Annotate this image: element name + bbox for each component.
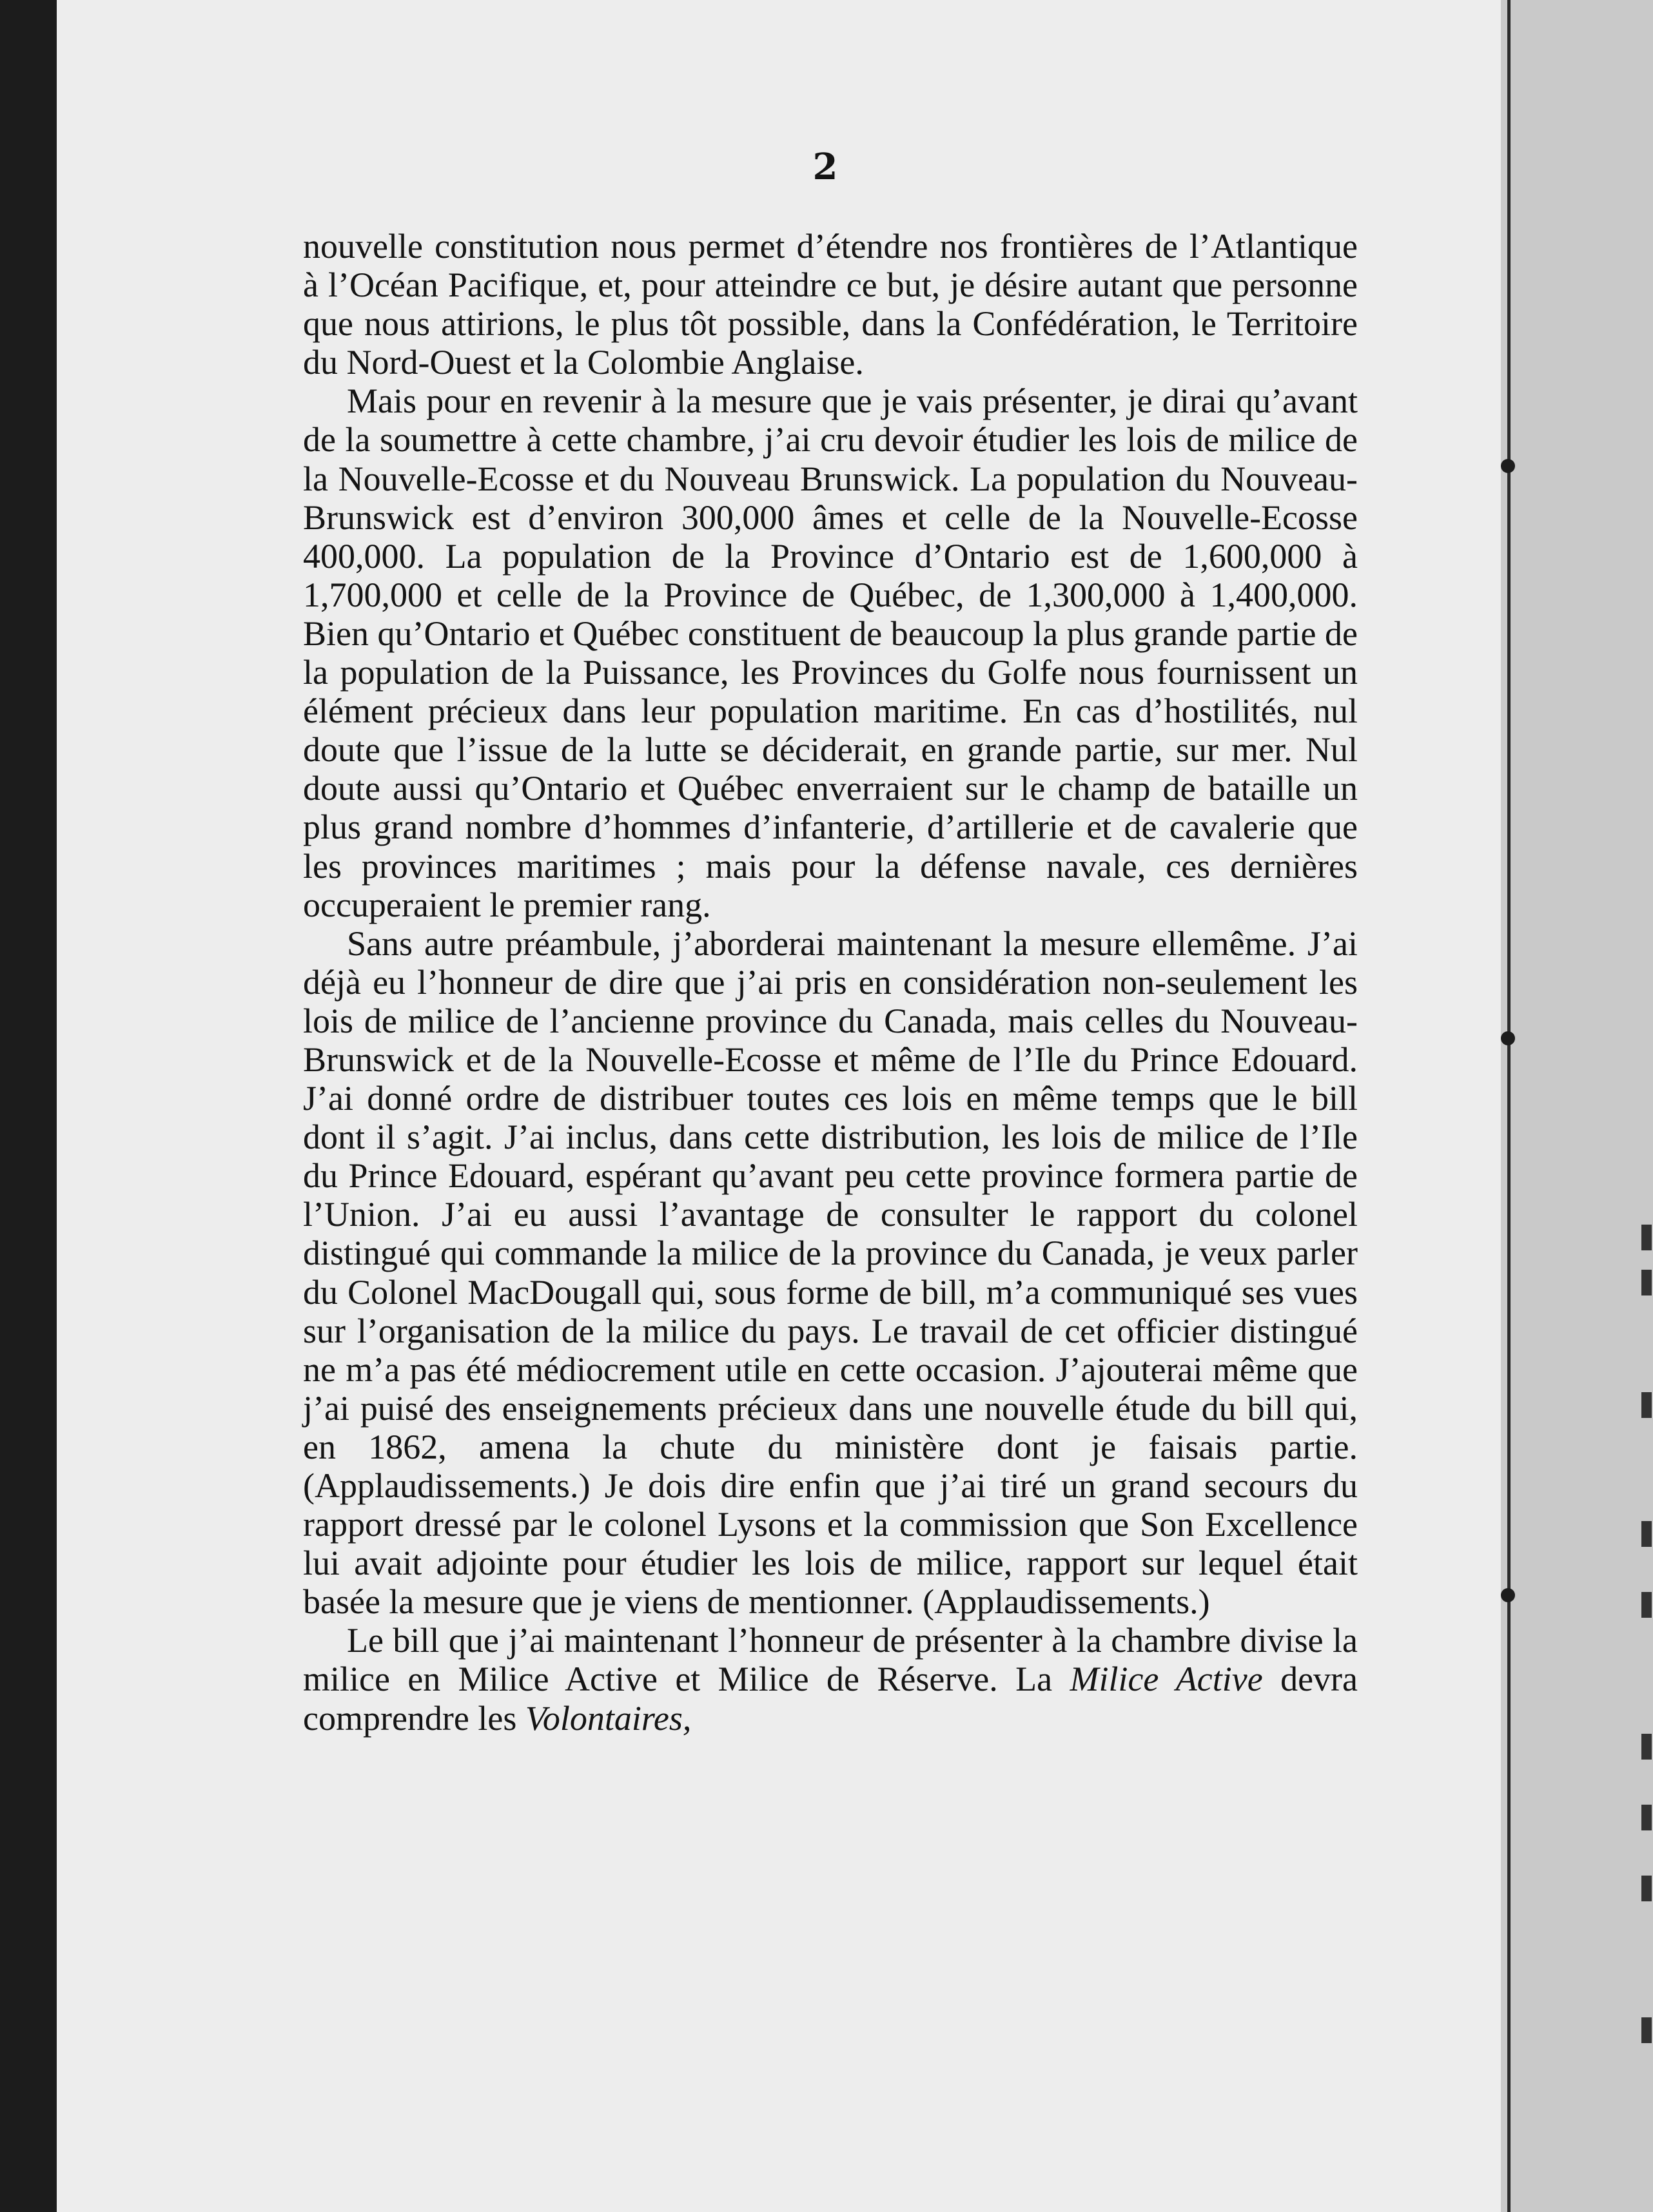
paragraph: Mais pour en revenir à la mesure que je vais présenter, je dirai qu’avant de la soumettre à cette chambre, j’ai cru devoir étudier les lois de milice de la Nouvelle-Ecosse et du Nouveau Brunswick. La population du Nouveau-Brunswick est d’environ 300,000 âmes et celle de la Nouvelle-Ecosse 400,000. La population de la Province d’Ontario est de 1,600,000 à 1,700,000 et celle de la Province de Québec, de 1,300,000 à 1,400,000. Bien qu’Ontario et Québec constituent de beaucoup la plus grande partie de la population de la Puissance, les Provinces du Golfe nous fournissent un élément précieux dans leur population maritime. En cas d’hostilités, nul doute que l’issue de la lutte se déciderait, en grande partie, sur mer. Nul doute aussi qu’Ontario et Québec enverraient sur le champ de bataille un plus grand nombre d’hommes d’infanterie, d’artillerie et de cavalerie que les provinces maritimes ; mais pour la défense navale, ces dernières occuperaient le premier rang.	[303, 382, 1358, 924]
paragraph	[303, 1621, 1358, 1737]
adjacent-page-edge	[1501, 0, 1653, 2212]
paragraph-text: Le bill que j’ai maintenant l’honneur de présenter à la chambre divise la milice en Milice Active et Milice de Réserve. La	[303, 1621, 1358, 1699]
page-number: 2	[812, 146, 838, 188]
paragraph: Sans autre préambule, j’aborderai maintenant la mesure ellemême. J’ai déjà eu l’honneur de dire que j’ai pris en considération non-seulement les lois de milice de l’ancienne province du Canada, mais celles du Nouveau-Brunswick et de la Nouvelle-Ecosse et même de l’Ile du Prince Edouard. J’ai donné ordre de distribuer toutes ces lois en même temps que le bill dont il s’agit. J’ai inclus, dans cette distribution, les lois de milice de l’Ile du Prince Edouard, espérant qu’avant peu cette province formera partie de l’Union. J’ai eu aussi l’avantage de consulter le rapport du colonel distingué qui commande la milice de la province du Canada, je veux parler du Colonel MacDougall qui, sous forme de bill, m’a communiqué ses vues sur l’organisation de la milice du pays. Le travail de cet officier distingué ne m’a pas été médiocrement utile en cette occasion. J’ajouterai même que j’ai puisé des enseignements précieux dans une nouvelle étude du bill qui, en 1862, amena la chute du ministère dont je faisais partie. (Applaudissements.) Je dois dire enfin que j’ai tiré un grand secours du rapport dressé par le colonel Lysons et la commission que Son Excellence lui avait adjointe pour étudier les lois de milice, rapport sur lequel était basée la mesure que je viens de mentionner. (Applaudissements.)	[303, 924, 1358, 1622]
body-text	[303, 227, 1358, 1738]
binding-stitch	[1501, 1588, 1515, 1602]
binding-stitch	[1501, 459, 1515, 473]
paragraph-text: devra comprendre les	[303, 1660, 1358, 1738]
italic-term: Volontaires,	[525, 1698, 692, 1738]
page-edge-line	[1507, 0, 1511, 2212]
paragraph: nouvelle constitution nous permet d’étendre nos frontières de l’Atlantique à l’Océan Pacifique, et, pour atteindre ce but, je désire autant que personne que nous attirions, le plus tôt possible, dans la Confédération, le Territoire du Nord-Ouest et la Colombie Anglaise.	[303, 227, 1358, 382]
italic-term: Milice Active	[1070, 1660, 1263, 1699]
adjacent-page-text-fragments	[1641, 0, 1653, 2212]
binding-stitch	[1501, 1031, 1515, 1045]
